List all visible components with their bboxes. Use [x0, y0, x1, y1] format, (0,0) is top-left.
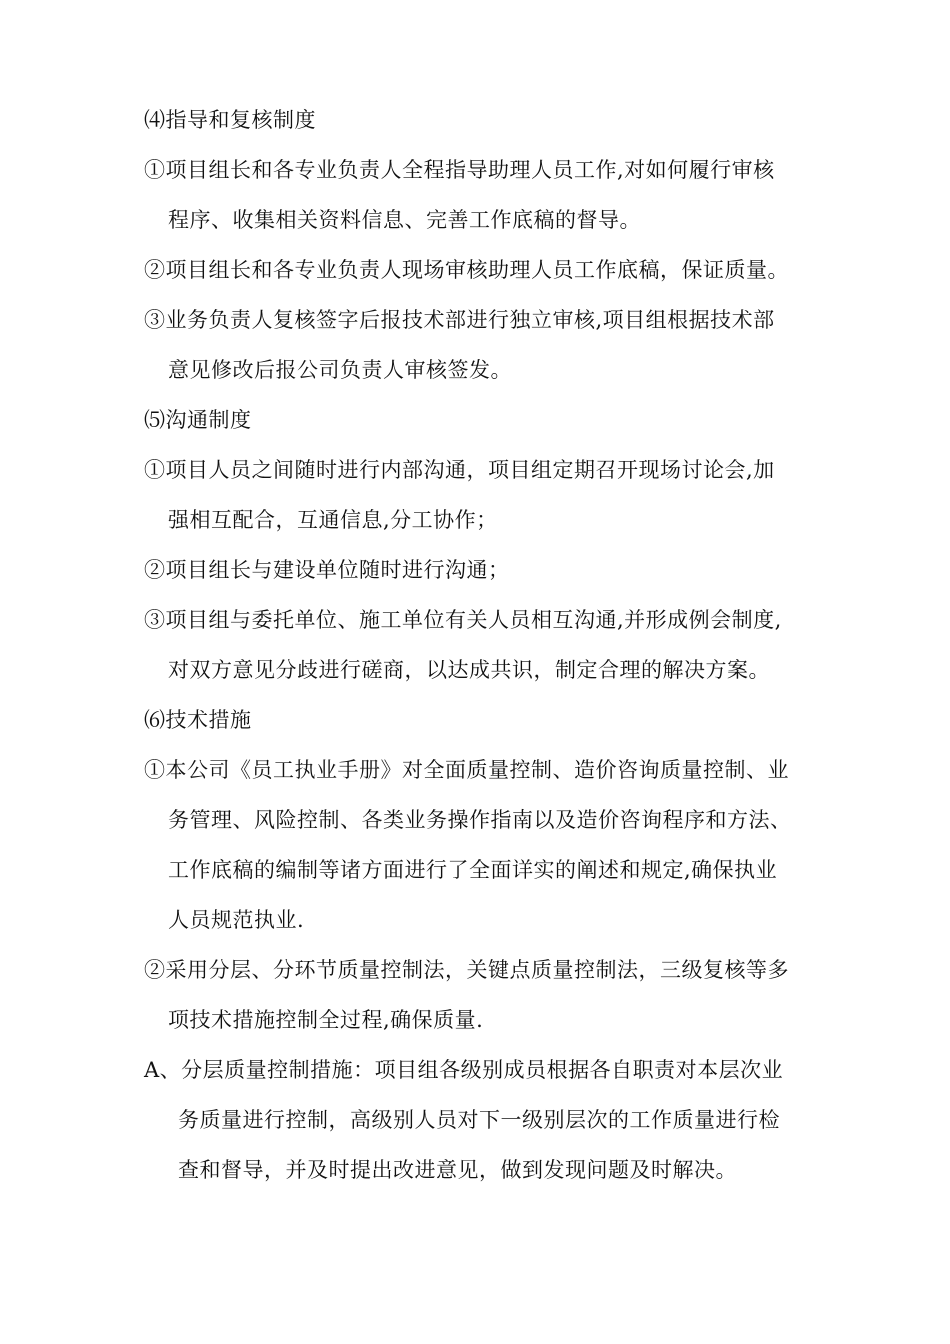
list-item-line: 务管理、风险控制、各类业务操作指南以及造价咨询程序和方法、	[168, 808, 792, 832]
list-item-line: 意见修改后报公司负责人审核签发。	[168, 358, 512, 382]
list-item-line: 工作底稿的编制等诸方面进行了全面详实的阐述和规定,确保执业	[168, 858, 778, 882]
section-heading: ⑹技术措施	[144, 708, 252, 732]
list-item-line: ②项目组长与建设单位随时进行沟通；	[144, 558, 510, 582]
list-item-line: ②采用分层、分环节质量控制法，关键点质量控制法，三级复核等多	[144, 958, 789, 982]
list-item-line: ③项目组与委托单位、施工单位有关人员相互沟通,并形成例会制度,	[144, 608, 782, 632]
list-item-line: 人员规范执业.	[168, 908, 305, 932]
section-heading: ⑷指导和复核制度	[144, 108, 316, 132]
list-item-line: ①项目人员之间随时进行内部沟通，项目组定期召开现场讨论会,加	[144, 458, 775, 482]
list-item-line: ①项目组长和各专业负责人全程指导助理人员工作,对如何履行审核	[144, 158, 775, 182]
sub-item-line: A、分层质量控制措施：项目组各级别成员根据各自职责对本层次业	[144, 1058, 784, 1082]
list-item-line: 项技术措施控制全过程,确保质量.	[168, 1008, 484, 1032]
list-item-line: 对双方意见分歧进行磋商，以达成共识，制定合理的解决方案。	[168, 658, 770, 682]
list-item-line: 强相互配合，互通信息,分工协作；	[168, 508, 498, 532]
sub-item-line: 务质量进行控制，高级别人员对下一级别层次的工作质量进行检	[178, 1108, 780, 1132]
section-heading: ⑸沟通制度	[144, 408, 252, 432]
sub-item-line: 查和督导，并及时提出改进意见，做到发现问题及时解决。	[178, 1158, 737, 1182]
list-item-line: ③业务负责人复核签字后报技术部进行独立审核,项目组根据技术部	[144, 308, 775, 332]
list-item-line: ②项目组长和各专业负责人现场审核助理人员工作底稿，保证质量。	[144, 258, 789, 282]
list-item-line: 程序、收集相关资料信息、完善工作底稿的督导。	[168, 208, 641, 232]
list-item-line: ①本公司《员工执业手册》对全面质量控制、造价咨询质量控制、业	[144, 758, 789, 782]
